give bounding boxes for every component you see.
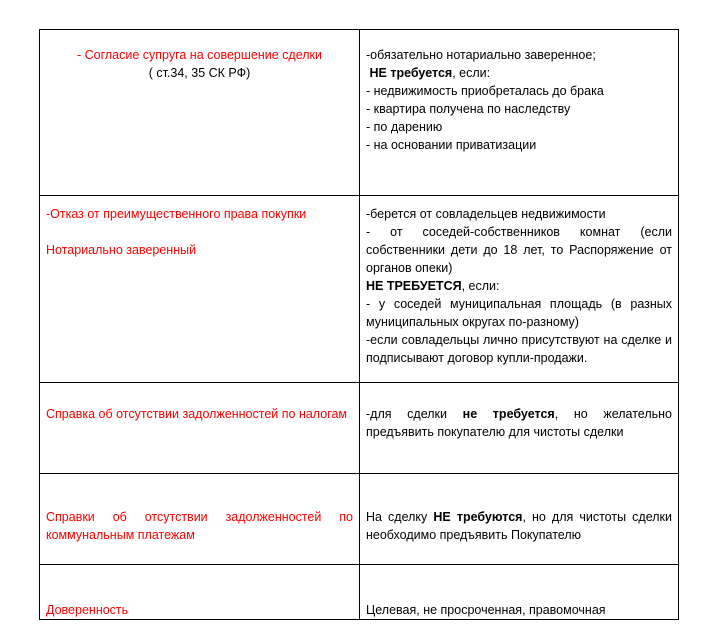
cell-text: -берется от совладельцев недвижимости — [366, 207, 606, 221]
cell-text: Доверенность — [46, 603, 129, 617]
cell-text: Целевая, не просроченная, правомочная — [366, 603, 606, 617]
table-cell-requirement — [360, 383, 679, 474]
cell-text: , если: — [452, 66, 491, 80]
table-row — [40, 474, 679, 565]
cell-text: , если: — [461, 279, 500, 293]
table-cell-requirement — [360, 196, 679, 383]
bold-text: НЕ требуется — [369, 66, 453, 80]
table-cell-requirement — [360, 474, 679, 565]
cell-text: - на основании приватизации — [366, 138, 537, 152]
cell-text: , но желательно предъявить покупателю для чистоты сделки — [366, 407, 672, 439]
cell-text: -обязательно нотариально заверенное; — [366, 48, 596, 62]
cell-text: - Согласие супруга на совершение сделки — [76, 48, 323, 62]
cell-text: - по дарению — [366, 120, 443, 134]
requirements-table — [39, 29, 679, 620]
cell-text — [366, 64, 672, 82]
cell-text: - у соседей муниципальная площадь (в разных муниципальных округах по-разному) — [366, 297, 672, 329]
cell-text — [366, 405, 672, 441]
cell-text: ( ст.34, 35 СК РФ) — [148, 66, 251, 80]
table-cell-document — [40, 474, 360, 565]
bold-text: не требуется — [462, 407, 555, 421]
cell-text: -для сделки — [366, 407, 463, 421]
bold-text: НЕ требуются — [433, 510, 523, 524]
cell-text — [366, 277, 672, 295]
cell-text: , но для чистоты сделки необходимо предъявить Покупателю — [366, 510, 672, 542]
cell-text: Справка об отсутствии задолженностей по налогам — [46, 407, 348, 421]
table-row — [40, 565, 679, 620]
cell-text: Нотариально заверенный — [46, 243, 197, 257]
table-cell-document — [40, 565, 360, 620]
cell-text — [366, 508, 672, 544]
cell-text: - недвижимость приобреталась до брака — [366, 84, 604, 98]
table-row — [40, 30, 679, 196]
table-row — [40, 196, 679, 383]
cell-text: Справки об отсутствии задолженностей по коммунальным платежам — [46, 510, 353, 542]
cell-text: -если совладельцы лично присутствуют на сделке и подписывают договор купли-продажи. — [366, 333, 672, 365]
cell-text: - квартира получена по наследству — [366, 102, 571, 116]
cell-text: -Отказ от преимущественного права покупки — [46, 207, 307, 221]
table-cell-requirement — [360, 30, 679, 196]
table-cell-document — [40, 30, 360, 196]
bold-text: НЕ ТРЕБУЕТСЯ — [366, 279, 462, 293]
table-row — [40, 383, 679, 474]
cell-text: На сделку — [366, 510, 434, 524]
cell-text: - от соседей-собственников комнат (если собственники дети до 18 лет, то Распоряжение от органов опеки) — [366, 225, 672, 275]
table-cell-requirement — [360, 565, 679, 620]
table-cell-document — [40, 196, 360, 383]
table-cell-document — [40, 383, 360, 474]
